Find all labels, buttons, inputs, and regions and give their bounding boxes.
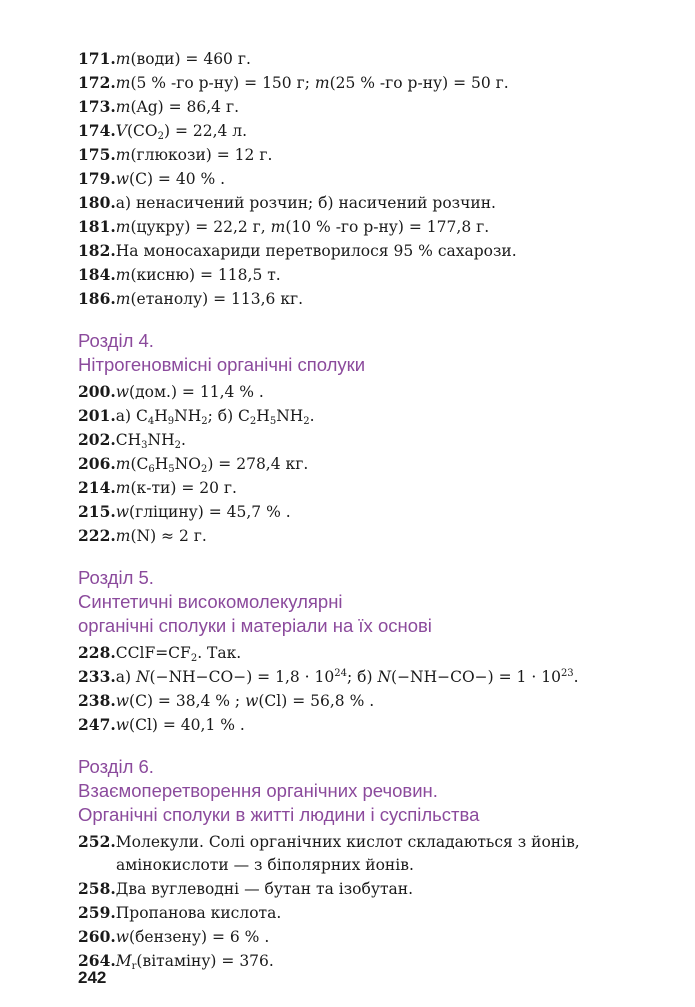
answer-number: 184. <box>78 265 116 284</box>
section-heading <box>78 566 648 638</box>
answer-item <box>78 925 648 949</box>
answer-item <box>78 830 648 854</box>
answer-text: m(цукру) = 22,2 г, m(10 % -го р-ну) = 177,8 г. <box>115 218 490 236</box>
section-heading <box>78 329 648 377</box>
section-heading <box>78 755 648 827</box>
answer-item <box>78 167 648 191</box>
answer-number: 174. <box>78 121 116 140</box>
answer-text: w(C) = 38,4 % ; w(Cl) = 56,8 % . <box>115 692 375 710</box>
section-title-line: Розділ 6. <box>78 756 154 777</box>
answer-text: m(кисню) = 118,5 т. <box>115 266 281 284</box>
answer-text: а) ненасичений розчин; б) насичений розчин. <box>115 194 496 212</box>
answer-text: На моносахариди перетворилося 95 % сахарози. <box>115 242 517 260</box>
answer-text: m(5 % -го р-ну) = 150 г; m(25 % -го р-ну) = 50 г. <box>115 74 509 92</box>
answer-number: 201. <box>78 406 116 425</box>
answer-number: 233. <box>78 667 116 686</box>
answers-page <box>78 47 648 973</box>
answer-item <box>78 47 648 71</box>
answer-item <box>78 287 648 311</box>
section-5 <box>78 566 648 737</box>
answer-number: 181. <box>78 217 116 236</box>
section-title-line: Синтетичні високомолекулярні <box>78 591 343 612</box>
answer-item <box>78 689 648 713</box>
answer-number: 258. <box>78 879 116 898</box>
answer-number: 222. <box>78 526 116 545</box>
answer-number: 180. <box>78 193 116 212</box>
section-title-line: Розділ 4. <box>78 330 154 351</box>
answer-text: Два вуглеводні — бутан та ізобутан. <box>115 880 414 898</box>
answer-number: 171. <box>78 49 116 68</box>
answer-item <box>78 713 648 737</box>
answer-text: m(Ag) = 86,4 г. <box>115 98 240 116</box>
answer-item <box>78 239 648 263</box>
answers-list-chapter-3 <box>78 47 648 311</box>
answer-text: w(Cl) = 40,1 % . <box>115 716 245 734</box>
section-title-line: Нітрогеновмісні органічні сполуки <box>78 354 366 375</box>
answer-number: 179. <box>78 169 116 188</box>
answer-item <box>78 71 648 95</box>
answer-number: 173. <box>78 97 116 116</box>
answer-text: w(бензену) = 6 % . <box>115 928 270 946</box>
answer-number: 260. <box>78 927 116 946</box>
answer-item <box>78 380 648 404</box>
answer-item <box>78 143 648 167</box>
answer-item <box>78 949 648 973</box>
answer-text: $m(C_6H_5NO_2) = 278,4$ кг. <box>115 455 309 475</box>
answer-text: w(гліцину) = 45,7 % . <box>115 503 291 521</box>
answer-text: а) $N(-NH-CO-) = 1,8 \cdot 10^{24}$; б) $N(-NH-CO-) = 1 \cdot 10^{23}$. <box>115 668 579 686</box>
answer-text: $V(CO_2) = 22,4$ л. <box>115 122 248 142</box>
answer-number: 264. <box>78 951 116 970</box>
section-title-line: Органічні сполуки в житті людини і суспільства <box>78 804 480 825</box>
answer-number: 172. <box>78 73 116 92</box>
sections-container <box>78 329 648 973</box>
answer-item <box>78 95 648 119</box>
answer-text: w(C) = 40 % . <box>115 170 226 188</box>
answer-number: 247. <box>78 715 116 734</box>
section-title-line: Взаємоперетворення органічних речовин. <box>78 780 438 801</box>
answer-number: 206. <box>78 454 116 473</box>
answer-continuation: амінокислоти — з біполярних йонів. <box>116 856 414 874</box>
answer-item <box>78 476 648 500</box>
answer-text: $CClF=CF_2$. Так. <box>115 644 242 664</box>
answer-item <box>78 524 648 548</box>
answer-number: 215. <box>78 502 116 521</box>
answer-item <box>78 500 648 524</box>
answer-text: m(к-ти) = 20 г. <box>115 479 237 497</box>
answer-text: Пропанова кислота. <box>115 904 282 922</box>
answer-item <box>78 877 648 901</box>
answer-text: $M_r(вітаміну) = 376$. <box>115 952 274 972</box>
answer-item <box>78 452 648 476</box>
answer-text: Молекули. Солі органічних кислот складаються з йонів, <box>115 833 580 851</box>
answer-number: 238. <box>78 691 116 710</box>
page-number: 242 <box>78 968 107 987</box>
section-title-line: органічні сполуки і матеріали на їх основі <box>78 615 432 636</box>
answer-item <box>78 119 648 143</box>
answer-item <box>78 641 648 665</box>
answer-text: w(дом.) = 11,4 % . <box>115 383 264 401</box>
answer-number: 228. <box>78 643 116 662</box>
answer-number: 252. <box>78 832 116 851</box>
answer-item <box>78 404 648 428</box>
answer-item <box>78 263 648 287</box>
answer-item <box>78 215 648 239</box>
answer-text: m(води) = 460 г. <box>115 50 251 68</box>
answer-number: 182. <box>78 241 116 260</box>
section-4 <box>78 329 648 548</box>
answer-text: а) $C_4H_9NH_2$; б) $C_2H_5NH_2$. <box>115 407 315 427</box>
answer-text: m(глюкози) = 12 г. <box>115 146 273 164</box>
answer-text: $CH_3NH_2$. <box>115 431 186 451</box>
answer-number: 175. <box>78 145 116 164</box>
answer-text: m(N) ≈ 2 г. <box>115 527 207 545</box>
section-6 <box>78 755 648 973</box>
answer-number: 200. <box>78 382 116 401</box>
answer-text: m(етанолу) = 113,6 кг. <box>115 290 304 308</box>
answer-number: 202. <box>78 430 116 449</box>
section-title-line: Розділ 5. <box>78 567 154 588</box>
answer-item <box>78 191 648 215</box>
answer-number: 259. <box>78 903 116 922</box>
answer-item <box>78 901 648 925</box>
answer-item <box>78 428 648 452</box>
answer-number: 186. <box>78 289 116 308</box>
answer-item <box>78 665 648 689</box>
answer-number: 214. <box>78 478 116 497</box>
